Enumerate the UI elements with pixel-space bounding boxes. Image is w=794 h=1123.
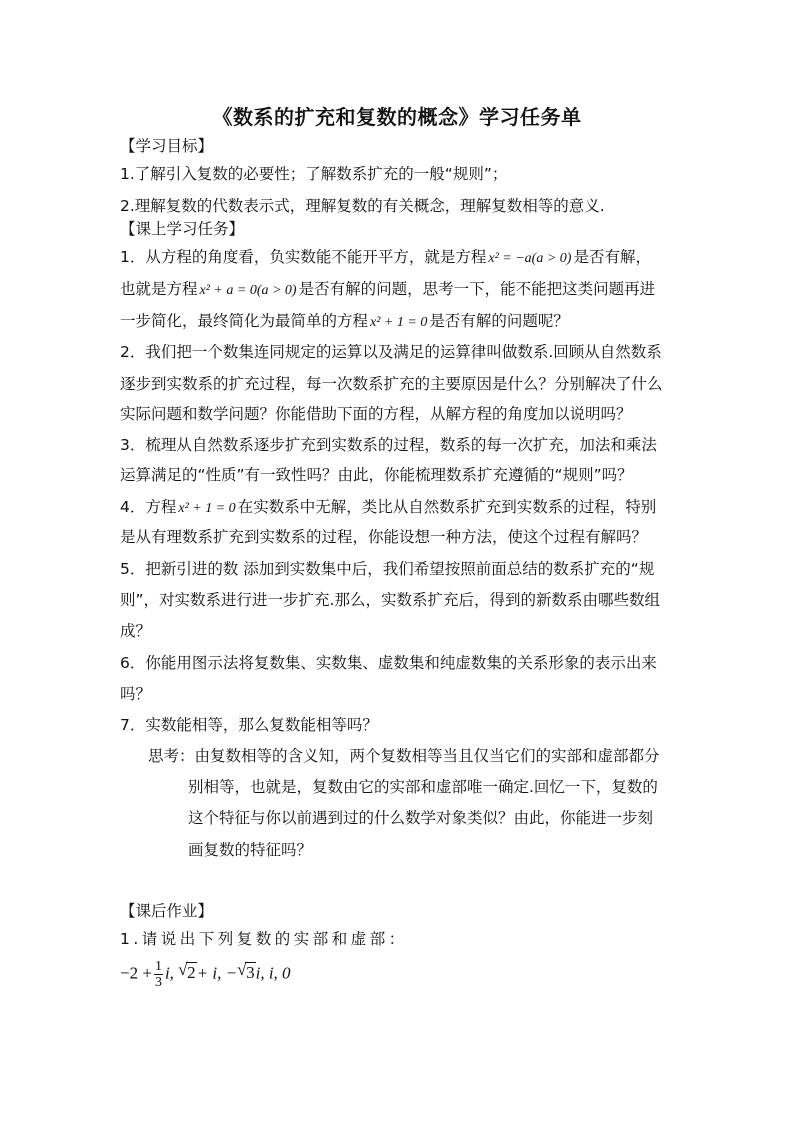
- think-line2: 别相等，也就是，复数由它的实部和虚部唯一确定.回忆一下，复数的: [188, 778, 658, 796]
- think-line4: 画复数的特征吗？: [188, 841, 313, 859]
- task2-line2: 逐步到实数系的扩充过程，每一次数系扩充的主要原因是什么？分别解决了什么: [120, 375, 663, 393]
- formula-after-sqrt: + i, −: [196, 963, 238, 983]
- task2-line3: 实际问题和数学问题？你能借助下面的方程，从解方程的角度加以说明吗？: [120, 405, 632, 423]
- task6-line1: 6．你能用图示法将复数集、实数集、虚数集和纯虚数集的关系形象的表示出来: [120, 654, 657, 672]
- radical-icon: √: [237, 960, 247, 980]
- fraction-numerator: 1: [154, 959, 162, 974]
- task1-line1: [120, 247, 651, 269]
- task4-line1: [120, 497, 656, 519]
- task5-line3: 成？: [120, 622, 152, 640]
- task4-eq: x² + 1 = 0: [178, 501, 236, 516]
- task6-line2: 吗？: [120, 685, 152, 703]
- task3-line1: 3．梳理从自然数系逐步扩充到实数系的过程，数系的每一次扩充，加法和乘法: [120, 436, 657, 454]
- task2-line1: 2．我们把一个数集连同规定的运算以及满足的运算律叫做数系.回顾从自然数系: [120, 343, 662, 361]
- think-line3: 这个特征与你以前遇到过的什么数学对象类似？由此，你能进一步刻: [188, 809, 654, 827]
- formula-after-frac: i,: [164, 963, 174, 983]
- task3-line2: 运算满足的“性质”有一致性吗？由此，你能梳理数系扩充遵循的“规则”吗？: [120, 466, 633, 484]
- homework-formula: [120, 959, 291, 993]
- task5-line2: 则”，对实数系进行进一步扩充.那么，实数系扩充后，得到的新数系由哪些数组: [120, 591, 660, 609]
- task1-line2-text-b: 是否有解的问题，思考一下，能不能把这类问题再进: [298, 280, 656, 298]
- task7-line: 7．实数能相等，那么复数能相等吗？: [120, 716, 378, 734]
- task1-line2: [120, 279, 655, 301]
- formula-sqrt2: [178, 960, 197, 983]
- goal-1: 1.了解引入复数的必要性；了解数系扩充的一般“规则”；: [120, 165, 508, 183]
- task1-line1-text-b: 是否有解，: [573, 248, 651, 266]
- sqrt2-radicand: 2: [187, 963, 196, 983]
- task1-line1-text-a: 1．从方程的角度看，负实数能不能开平方，就是方程: [120, 248, 487, 266]
- fraction-denominator: 3: [154, 975, 162, 990]
- task1-eq1: x² = −a(a > 0): [488, 251, 572, 266]
- task4-line1-text-b: 在实数系中无解，类比从自然数系扩充到实数系的过程，特别: [237, 498, 657, 516]
- page-title: 《数系的扩充和复数的概念》学习任务单: [212, 105, 582, 129]
- goal-2: 2.理解复数的代数表示式，理解复数的有关概念，理解复数相等的意义.: [120, 197, 605, 215]
- formula-sqrt3: [237, 960, 256, 983]
- formula-fraction: [154, 959, 163, 990]
- think-line1: 思考：由复数相等的含义知，两个复数相等当且仅当它们的实部和虚部都分: [148, 747, 660, 765]
- task1-eq2: x² + a = 0(a > 0): [199, 283, 297, 298]
- goals-heading: 【学习目标】: [120, 137, 214, 155]
- task4-line1-text-a: 4．方程: [120, 498, 177, 516]
- task1-line2-text-a: 也就是方程: [120, 280, 198, 298]
- formula-tail: i, i, 0: [255, 963, 291, 983]
- task1-line3-text-a: 一步简化，最终简化为最简单的方程: [120, 312, 369, 330]
- task4-line2: 是从有理数系扩充到实数系的过程，你能设想一种方法，使这个过程有解吗？: [120, 528, 648, 546]
- task1-eq3: x² + 1 = 0: [370, 315, 428, 330]
- sqrt3-radicand: 3: [246, 963, 255, 983]
- homework-heading: 【课后作业】: [120, 902, 214, 920]
- task5-line1: 5．把新引进的数 添加到实数集中后，我们希望按照前面总结的数系扩充的“规: [120, 560, 655, 578]
- task1-line3: [120, 311, 569, 333]
- formula-minus2: −2 +: [120, 963, 152, 983]
- task1-line3-text-b: 是否有解的问题呢？: [429, 312, 569, 330]
- radical-icon: √: [178, 960, 188, 980]
- homework-item-1: 1.请说出下列复数的实部和虚部：: [120, 930, 408, 948]
- tasks-heading: 【课上学习任务】: [120, 220, 245, 238]
